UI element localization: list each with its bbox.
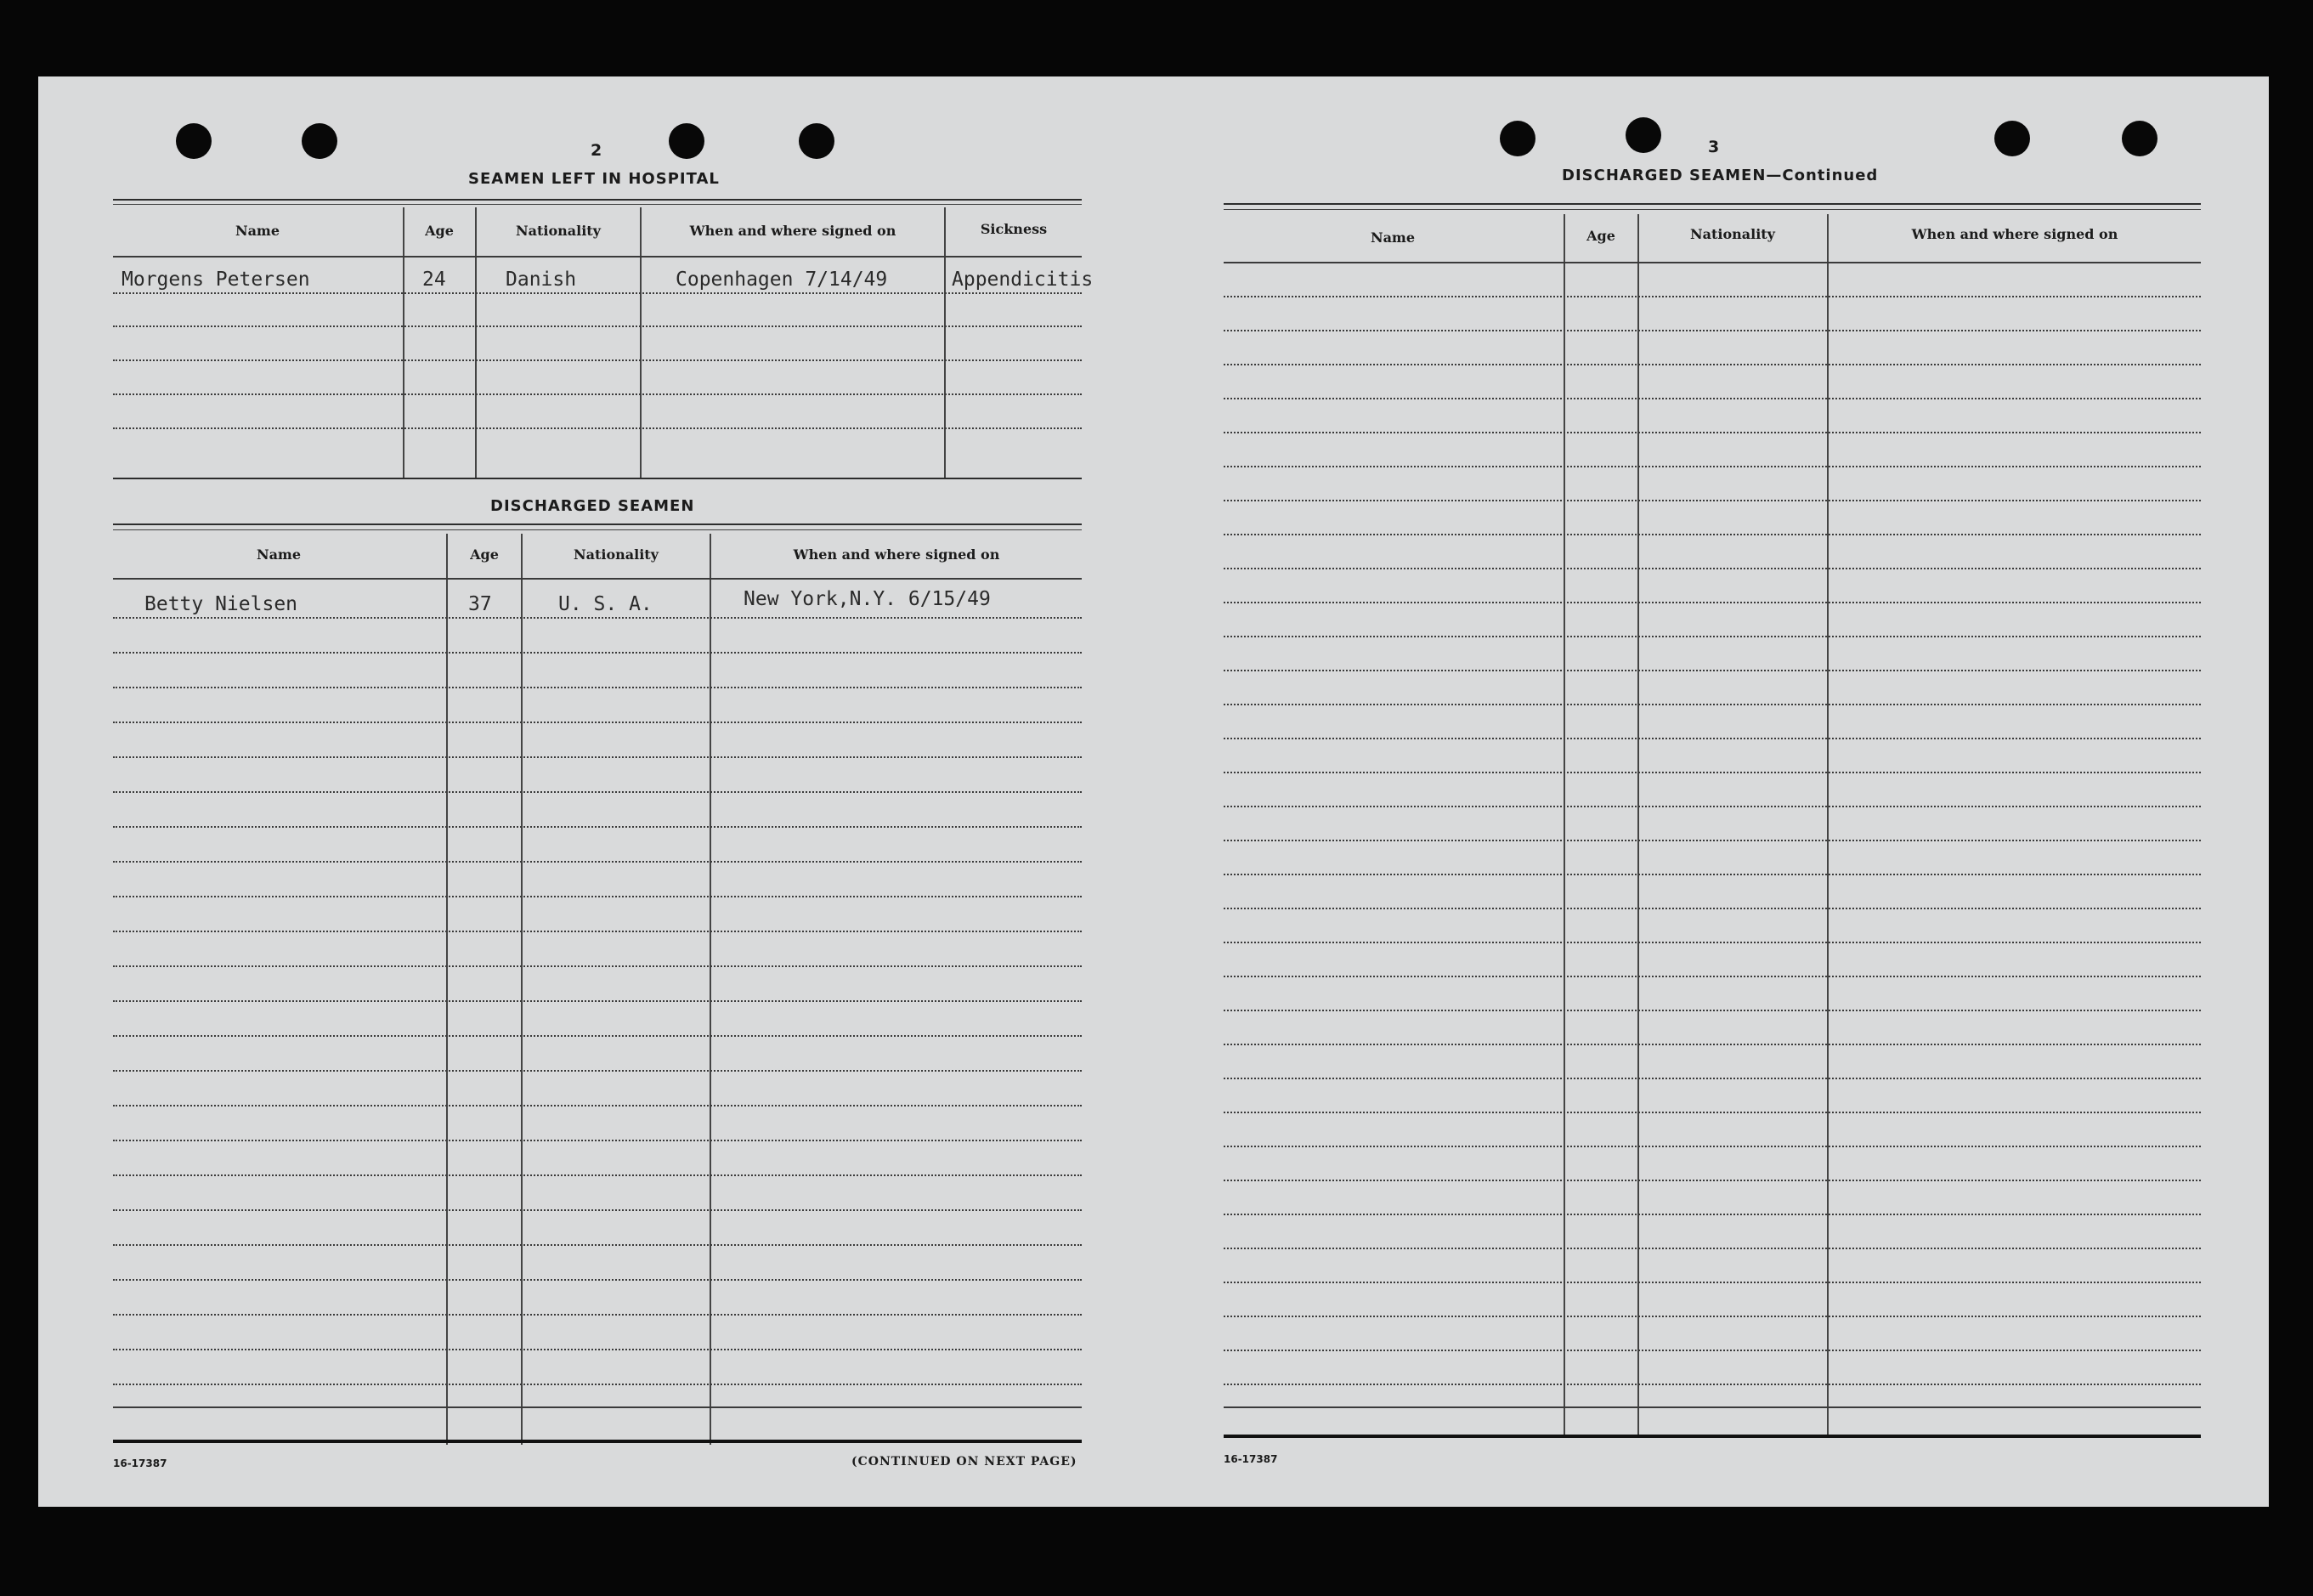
form-sheet bbox=[38, 76, 2269, 1507]
column-header-signed-on: When and where signed on bbox=[793, 546, 1000, 563]
punch-hole bbox=[302, 123, 337, 159]
seaman-age: 24 bbox=[422, 269, 446, 291]
column-header-age: Age bbox=[1586, 228, 1615, 244]
column-header-signed-on: When and where signed on bbox=[1911, 226, 2118, 242]
punch-hole bbox=[1994, 121, 2030, 156]
punch-hole bbox=[1500, 121, 1535, 156]
page-number-right: 3 bbox=[1708, 138, 1720, 156]
form-number-left: 16-17387 bbox=[113, 1457, 167, 1469]
punch-hole bbox=[2122, 121, 2157, 156]
column-header-age: Age bbox=[470, 546, 499, 563]
punch-hole bbox=[1626, 117, 1661, 153]
column-header-nationality: Nationality bbox=[1690, 226, 1775, 242]
seaman-nationality: Danish bbox=[506, 269, 577, 291]
seaman-sickness: Appendicitis bbox=[952, 269, 1094, 291]
seaman-signed-on: New York,N.Y. 6/15/49 bbox=[744, 588, 991, 610]
column-header-age: Age bbox=[425, 223, 454, 239]
column-header-nationality: Nationality bbox=[516, 223, 601, 239]
column-header-signed-on: When and where signed on bbox=[689, 223, 896, 239]
seaman-name: Betty Nielsen bbox=[144, 593, 298, 615]
discharged-section-title: DISCHARGED SEAMEN bbox=[490, 497, 695, 515]
seaman-age: 37 bbox=[468, 593, 492, 615]
hospital-section-title: SEAMEN LEFT IN HOSPITAL bbox=[468, 170, 720, 188]
seaman-signed-on: Copenhagen 7/14/49 bbox=[676, 269, 888, 291]
column-header-name: Name bbox=[235, 223, 280, 239]
form-number-right: 16-17387 bbox=[1224, 1453, 1278, 1465]
right-page-title: DISCHARGED SEAMEN—Continued bbox=[1562, 167, 1879, 184]
punch-hole bbox=[176, 123, 212, 159]
page-number-left: 2 bbox=[591, 141, 602, 160]
continued-note: (CONTINUED ON NEXT PAGE) bbox=[851, 1455, 1077, 1469]
seaman-nationality: U. S. A. bbox=[558, 593, 653, 615]
column-header-nationality: Nationality bbox=[574, 546, 659, 563]
column-header-name: Name bbox=[1370, 229, 1416, 246]
seaman-name: Morgens Petersen bbox=[122, 269, 310, 291]
column-header-name: Name bbox=[256, 546, 302, 563]
column-header-sickness: Sickness bbox=[980, 221, 1048, 237]
punch-hole bbox=[669, 123, 704, 159]
punch-hole bbox=[799, 123, 834, 159]
